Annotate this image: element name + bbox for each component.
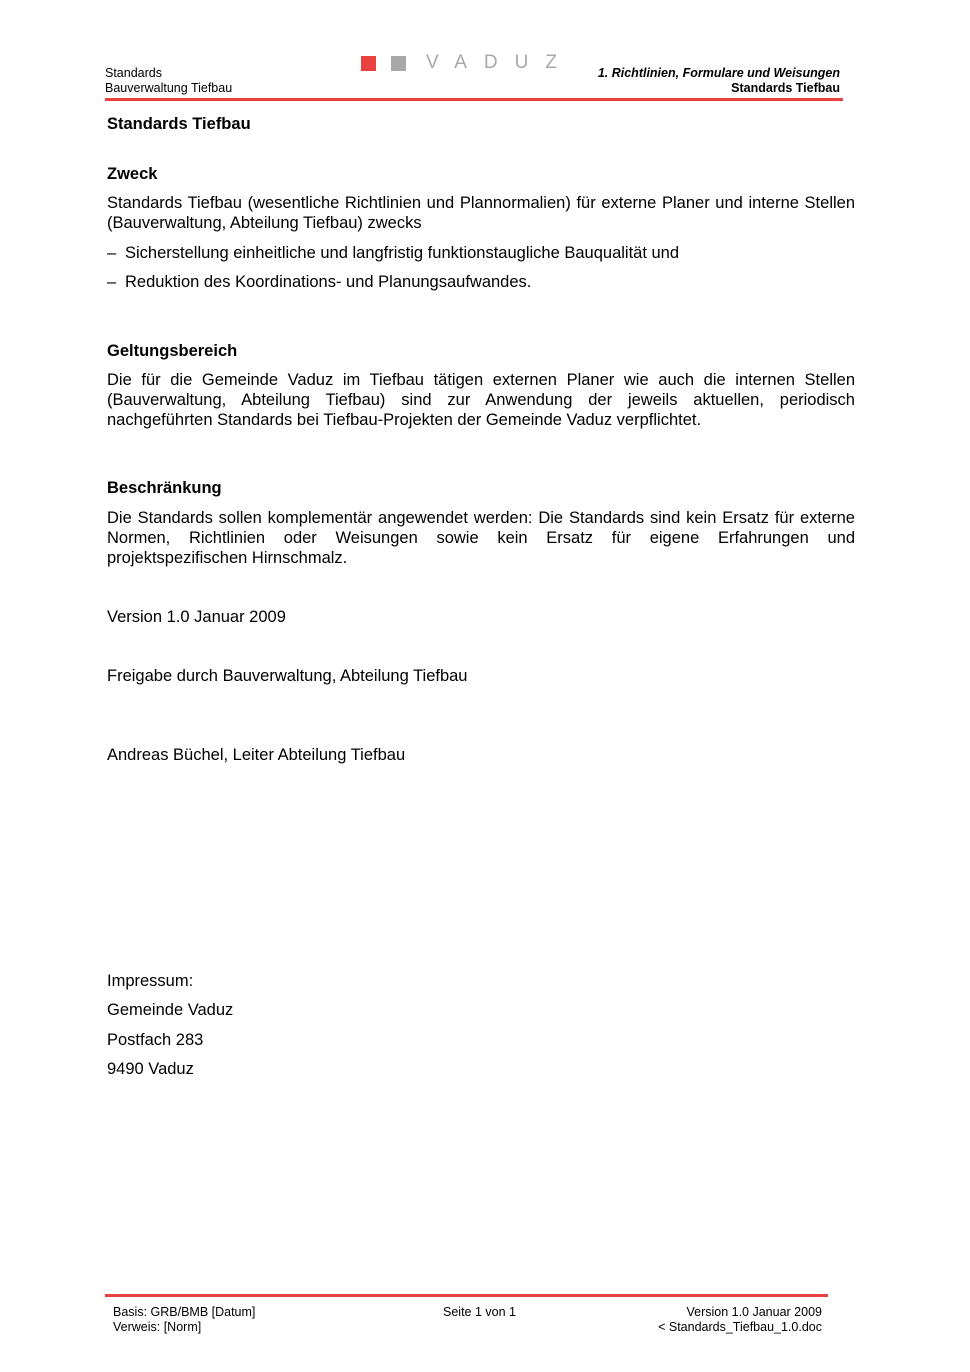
impressum-city: 9490 Vaduz [107, 1060, 194, 1078]
logo-gray-square-icon [391, 56, 406, 71]
footer-divider [105, 1294, 828, 1297]
zweck-bullet-2 [107, 272, 855, 292]
beschraenkung-heading: Beschränkung [107, 479, 222, 497]
beschraenkung-text: Die Standards sollen komplementär angewendet werden: Die Standards sind kein Ersatz für externe Normen, Richtlinien oder Weisungen sowie kein Ersatz für eigene Erfahrungen und projektspezifischen Hirnschmalz. [107, 509, 855, 567]
header-department: Standards [105, 66, 162, 80]
impressum-org: Gemeinde Vaduz [107, 1001, 234, 1019]
version-line: Version 1.0 Januar 2009 [107, 608, 286, 626]
zweck-bullet-1 [107, 243, 855, 263]
footer-version: Version 1.0 Januar 2009 [686, 1305, 822, 1319]
header-left [105, 66, 232, 96]
header-divider [105, 98, 843, 101]
header-doc-title: Standards Tiefbau [731, 81, 840, 95]
vaduz-logo [361, 54, 574, 72]
header-subdepartment: Bauverwaltung Tiefbau [105, 81, 233, 95]
bullet-dash: – [107, 273, 117, 291]
logo-red-square-icon [361, 56, 376, 71]
bullet-dash: – [107, 244, 117, 262]
zweck-text: Standards Tiefbau (wesentliche Richtlinien und Plannormalien) für externe Planer und interne Stellen (Bauverwaltung, Abteilung Tiefbau) zwecks [107, 194, 855, 232]
logo-wordmark: VADUZ [426, 52, 574, 73]
footer-right [658, 1305, 822, 1335]
zweck-bullet-1-text: Sicherstellung einheitliche und langfristig funktionstaugliche Bauqualität und [125, 244, 680, 262]
footer-verweis: Verweis: [Norm] [113, 1320, 202, 1334]
impressum-label: Impressum: [107, 972, 194, 990]
footer-page-number: Seite 1 von 1 [443, 1305, 516, 1319]
geltungsbereich-heading: Geltungsbereich [107, 342, 238, 360]
zweck-heading: Zweck [107, 165, 158, 183]
footer-left [113, 1305, 255, 1335]
header-chapter: 1. Richtlinien, Formulare und Weisungen [597, 66, 840, 80]
signatory-line: Andreas Büchel, Leiter Abteilung Tiefbau [107, 746, 406, 764]
zweck-bullet-2-text: Reduktion des Koordinations- und Planungsaufwandes. [125, 273, 532, 291]
header-right [598, 66, 840, 96]
document-title: Standards Tiefbau [107, 115, 251, 133]
freigabe-line: Freigabe durch Bauverwaltung, Abteilung Tiefbau [107, 667, 468, 685]
geltungsbereich-text: Die für die Gemeinde Vaduz im Tiefbau tätigen externen Planer wie auch die internen Stellen (Bauverwaltung, Abteilung Tiefbau) sind zur Anwendung der jeweils aktuellen, periodisch nachgeführten Standards bei Tiefbau-Projekten der Gemeinde Vaduz verpflichtet. [107, 371, 855, 429]
footer-basis: Basis: GRB/BMB [Datum] [113, 1305, 256, 1319]
footer-filename: < Standards_Tiefbau_1.0.doc [658, 1320, 822, 1334]
impressum-postbox: Postfach 283 [107, 1031, 204, 1049]
